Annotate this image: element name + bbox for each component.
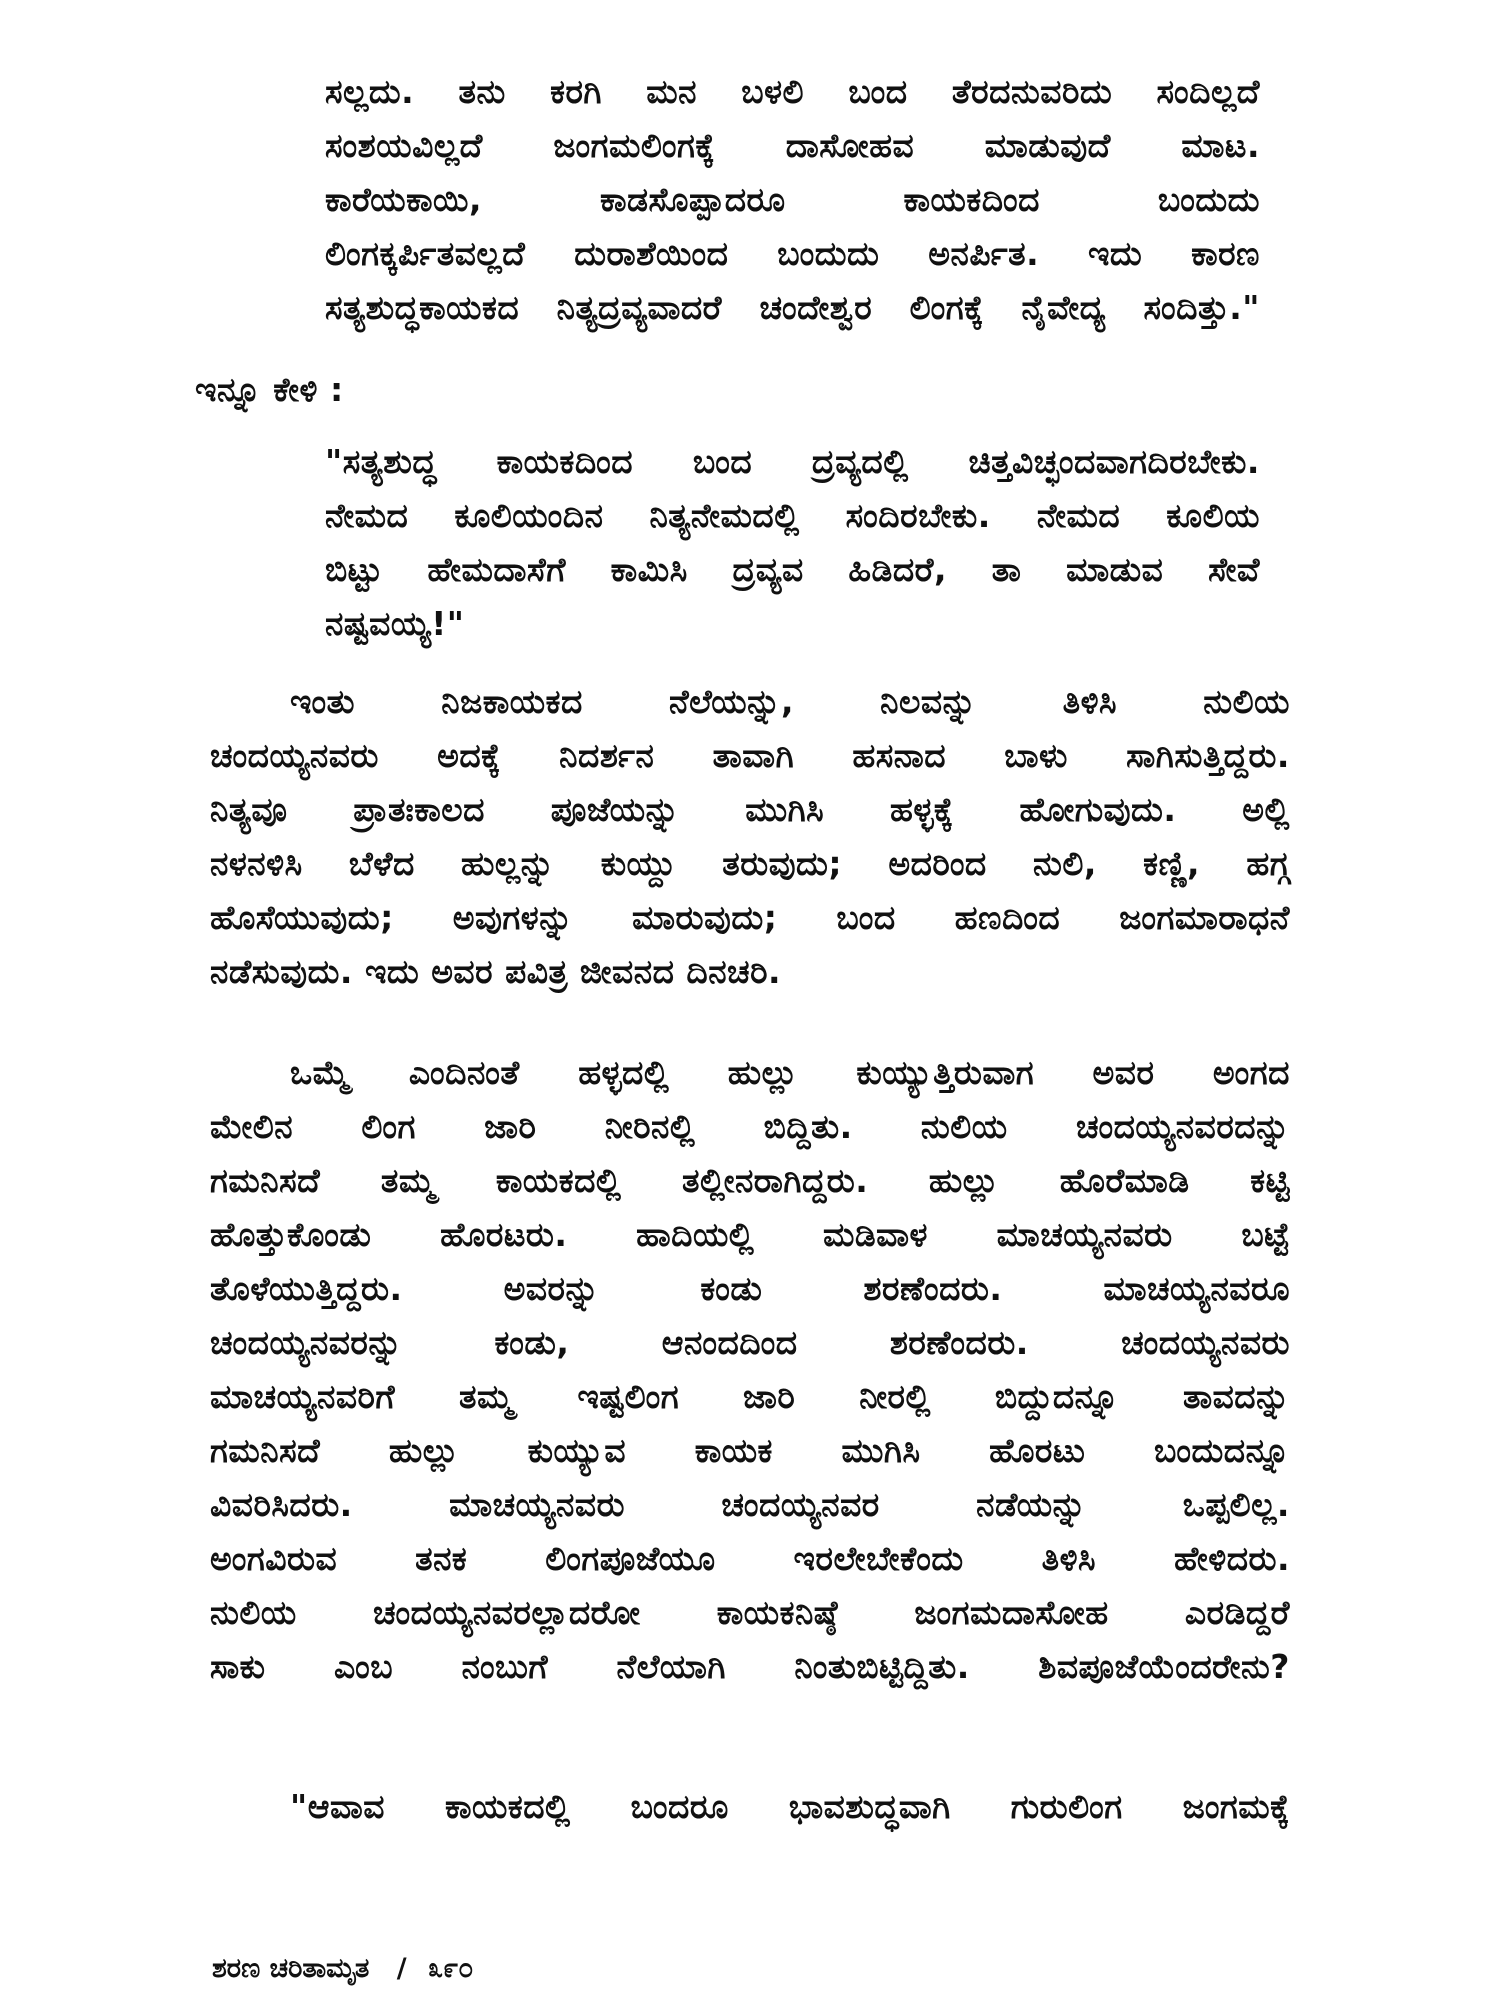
word: ಚಂದಯ್ಯನವರನ್ನು xyxy=(210,1323,403,1362)
word: ಹೇಮದಾಸೆಗೆ xyxy=(427,550,566,589)
text-line xyxy=(325,173,1260,227)
word: ಹಣದಿಂದ xyxy=(954,898,1061,937)
word: ಪೂಜೆಯನ್ನು xyxy=(550,790,680,829)
word: ಜಂಗಮದಾಸೋಹ xyxy=(914,1593,1109,1632)
word: ದ್ರವ್ಯವ xyxy=(732,550,804,589)
word: ಹೊರಟು xyxy=(989,1431,1086,1470)
word: ಚಿತ್ತವಿಚ್ಛಂದವಾಗದಿರಬೇಕು. xyxy=(968,442,1260,481)
word: ಮುಗಿಸಿ xyxy=(745,790,825,829)
word: ಗುರುಲಿಂಗ xyxy=(1010,1787,1123,1826)
text-line xyxy=(325,489,1260,543)
text-line xyxy=(210,1640,1290,1694)
word: ಹೊಸೆಯುವುದು; xyxy=(210,898,394,937)
text-line xyxy=(325,65,1260,119)
word: ಮಾರುವುದು; xyxy=(632,898,778,937)
footer-separator: / xyxy=(396,1953,407,1984)
word: ಅವುಗಳನ್ನು xyxy=(452,898,573,937)
word: ಅಂಗವಿರುವ xyxy=(210,1539,338,1578)
word: ಜಂಗಮಕ್ಕೆ xyxy=(1182,1787,1290,1826)
word: ಕಾಯಕನಿಷ್ಠೆ xyxy=(716,1593,839,1632)
word: ಬಂದುದನ್ನೂ xyxy=(1154,1431,1290,1470)
word: ತರುವುದು; xyxy=(722,844,843,883)
word: ಅವರ xyxy=(1092,1053,1155,1092)
word: ಕುಯ್ಯುತ್ತಿರುವಾಗ xyxy=(856,1053,1035,1092)
word: ಬಂದ xyxy=(836,898,896,937)
word: ನಿಲವನ್ನು xyxy=(880,682,977,721)
word: ಕಟ್ಟಿ xyxy=(1250,1161,1290,1200)
word: ಹಾದಿಯಲ್ಲಿ xyxy=(636,1215,755,1254)
word: ನಂಬುಗೆ xyxy=(461,1647,549,1686)
word: ದಾಸೋಹವ xyxy=(785,126,915,165)
word: ಶರಣೆಂದರು. xyxy=(889,1323,1029,1362)
word: ನೇಮದ xyxy=(1036,496,1121,535)
word: ಕೂಲಿಯ xyxy=(1166,496,1260,535)
word: ಅದರಿಂದ xyxy=(888,844,987,883)
word: ಬಿದ್ದಿತು. xyxy=(763,1107,853,1146)
quote-block-3 xyxy=(290,1780,1290,1834)
word: ಬೆಳೆದ xyxy=(348,844,415,883)
word: ಸಂದಿರಬೇಕು. xyxy=(845,496,991,535)
word: ಬಂದುದು xyxy=(777,234,880,273)
text-line xyxy=(210,1208,1290,1262)
word: "ಆವಾವ xyxy=(290,1787,385,1826)
text-line xyxy=(210,675,1290,729)
text-line xyxy=(325,281,1260,335)
word: ತೊಳೆಯುತ್ತಿದ್ದರು. xyxy=(210,1269,403,1308)
word: ಕಣ್ಣಿ, xyxy=(1143,844,1201,883)
word: ಮಾಚಯ್ಯನವರಿಗೆ xyxy=(210,1377,396,1416)
word: ಜಾರಿ xyxy=(484,1107,537,1146)
word: ಒಮ್ಮೆ xyxy=(290,1053,351,1092)
word: ಶಿವಪೂಜೆಯೆಂದರೇನು? xyxy=(1038,1647,1290,1686)
word: ಬಾಳು xyxy=(1004,736,1068,775)
word: ನುಲಿ, xyxy=(1033,844,1097,883)
word: ವಿವರಿಸಿದರು. xyxy=(210,1485,353,1524)
word: ನೀರಲ್ಲಿ xyxy=(859,1377,931,1416)
word: ನಡೆಯನ್ನು xyxy=(976,1485,1087,1524)
word: ಬಟ್ಟೆ xyxy=(1241,1215,1290,1254)
page-number: ೩೯೦ xyxy=(428,1953,474,1984)
text-line xyxy=(325,435,1260,489)
word: ಕುಯ್ದು xyxy=(600,844,676,883)
word: ಬಂದುದು xyxy=(1157,180,1260,219)
word: ಹಸನಾದ xyxy=(852,736,947,775)
word: ಇಂತು xyxy=(290,682,356,721)
text-line: ನಡೆಸುವುದು. ಇದು ಅವರ ಪವಿತ್ರ ಜೀವನದ ದಿನಚರಿ. xyxy=(210,952,782,991)
word: ಲಿಂಗಕ್ಕೆ xyxy=(909,288,984,327)
word: ಲಿಂಗ xyxy=(361,1107,416,1146)
word: ಇಷ್ಟಲಿಂಗ xyxy=(577,1377,680,1416)
page-footer xyxy=(212,1949,473,1989)
word: ಬಂದ xyxy=(848,72,908,111)
word: ತಲ್ಲೀನರಾಗಿದ್ದರು. xyxy=(682,1161,869,1200)
word: ಬಂದರೂ xyxy=(630,1787,729,1826)
word: ಲಿಂಗಪೂಜೆಯೂ xyxy=(545,1539,716,1578)
word: ತಾ xyxy=(991,550,1022,589)
word: ಶರಣೆಂದರು. xyxy=(863,1269,1003,1308)
word: ಹಳ್ಳದಲ್ಲಿ xyxy=(578,1053,670,1092)
word: ಅಲ್ಲಿ xyxy=(1242,790,1290,829)
word: ಕಾಯಕದಿಂದ xyxy=(903,180,1040,219)
word: ಮಾಡುವ xyxy=(1066,550,1164,589)
word: ನಳನಳಿಸಿ xyxy=(210,844,303,883)
word: ಸಂದಿತ್ತು." xyxy=(1143,288,1260,327)
text-line xyxy=(290,1780,1290,1834)
word: ಇದು xyxy=(1087,234,1143,273)
word: ಮುಗಿಸಿ xyxy=(841,1431,921,1470)
word: ತಾವಾಗಿ xyxy=(712,736,795,775)
book-title: ಶರಣ ಚರಿತಾಮೃತ xyxy=(212,1953,370,1984)
word: ಚಂದಯ್ಯನವರು xyxy=(210,736,379,775)
word: ಹುಲ್ಲು xyxy=(388,1431,460,1470)
word: ನಿಂತುಬಿಟ್ಟಿದ್ದಿತು. xyxy=(794,1647,970,1686)
word: ಇರಲೇಬೇಕೆಂದು xyxy=(793,1539,964,1578)
word: ನೆಲೆಯನ್ನು, xyxy=(668,682,794,721)
word: ಬಿಟ್ಟು xyxy=(325,550,383,589)
word: ಹಗ್ಗ xyxy=(1246,844,1290,883)
text-line xyxy=(325,227,1260,281)
word: ಕಂಡು xyxy=(700,1269,763,1308)
word: ಅವರನ್ನು xyxy=(503,1269,600,1308)
word: ಪ್ರಾತಃಕಾಲದ xyxy=(353,790,485,829)
word: ತನಕ xyxy=(415,1539,468,1578)
word: ಅಂಗದ xyxy=(1212,1053,1290,1092)
word: ನಿತ್ಯವೂ xyxy=(210,790,288,829)
word: ಬಂದ xyxy=(692,442,753,481)
text-line xyxy=(210,1046,1290,1100)
text-line xyxy=(210,1424,1290,1478)
word: ಲಿಂಗಕ್ಕರ್ಪಿತವಲ್ಲದೆ xyxy=(325,234,526,273)
word: ಜಾರಿ xyxy=(743,1377,796,1416)
word: ಆನಂದದಿಂದ xyxy=(661,1323,798,1362)
word: ನಿತ್ಯದ್ರವ್ಯವಾದರೆ xyxy=(556,288,722,327)
text-line xyxy=(210,1586,1290,1640)
text-line xyxy=(210,1370,1290,1424)
word: ಹುಲ್ಲನ್ನು xyxy=(461,844,555,883)
word: ನೇಮದ xyxy=(325,496,409,535)
word: ಕಾಯಕದಿಂದ xyxy=(496,442,634,481)
word: ಅನರ್ಪಿತ. xyxy=(928,234,1040,273)
word: ತಮ್ಮ xyxy=(380,1161,436,1200)
text-line xyxy=(210,1316,1290,1370)
word: ನುಲಿಯ xyxy=(1203,682,1290,721)
text-line xyxy=(210,1154,1290,1208)
word: ಕೂಲಿಯಂದಿನ xyxy=(454,496,604,535)
word: ಕಾಯಕ xyxy=(694,1431,773,1470)
word: ಚಂದಯ್ಯನವರಲ್ಲಾದರೋ xyxy=(373,1593,641,1632)
word: ಎಂದಿನಂತೆ xyxy=(408,1053,520,1092)
text-line xyxy=(210,837,1290,891)
word: ತಮ್ಮ xyxy=(459,1377,514,1416)
word: ಕಾಯಕದಲ್ಲಿ xyxy=(445,1787,571,1826)
word: ಮನ xyxy=(646,72,697,111)
word: ನಿದರ್ಶನ xyxy=(559,736,655,775)
word: ಚಂದೇಶ್ವರ xyxy=(759,288,873,327)
word: ಮಾಚಯ್ಯನವರೂ xyxy=(1103,1269,1290,1308)
word: ಹಿಡಿದರೆ, xyxy=(848,550,947,589)
word: ಚಂದಯ್ಯನವರ xyxy=(721,1485,880,1524)
word: "ಸತ್ಯಶುದ್ಧ xyxy=(325,442,437,481)
word: ಕಾಡಸೊಪ್ಪಾದರೂ xyxy=(599,180,786,219)
word: ತಾವದನ್ನು xyxy=(1182,1377,1290,1416)
word: ಮಾಚಯ್ಯನವರು xyxy=(449,1485,626,1524)
word: ಹೊರಟರು. xyxy=(440,1215,568,1254)
word: ಕಾಮಿಸಿ xyxy=(610,550,688,589)
word: ತೆರದನುವರಿದು xyxy=(951,72,1113,111)
text-line: ನಷ್ಟವಯ್ಯ!" xyxy=(325,604,465,643)
word: ಭಾವಶುದ್ಧವಾಗಿ xyxy=(788,1787,951,1826)
text-line xyxy=(210,1100,1290,1154)
word: ಕರಗಿ xyxy=(550,72,602,111)
word: ಸಾಕು xyxy=(210,1647,266,1686)
word: ತಿಳಿಸಿ xyxy=(1062,682,1118,721)
word: ಕಾರಣ xyxy=(1191,234,1260,273)
word: ಎರಡಿದ್ದರೆ xyxy=(1184,1593,1290,1632)
word: ಕಂಡು, xyxy=(494,1323,570,1362)
word: ಬಳಲಿ xyxy=(741,72,805,111)
word: ಕಾಯಕದಲ್ಲಿ xyxy=(495,1161,622,1200)
word: ಮಾಚಯ್ಯನವರು xyxy=(996,1215,1173,1254)
word: ನಿಜಕಾಯಕದ xyxy=(441,682,583,721)
word: ಚಂದಯ್ಯನವರು xyxy=(1121,1323,1290,1362)
text-line: ಇನ್ನೂ ಕೇಳಿ : xyxy=(195,370,344,409)
word: ಜಂಗಮಲಿಂಗಕ್ಕೆ xyxy=(553,126,716,165)
word: ಕುಯ್ಯುವ xyxy=(527,1431,627,1470)
word: ಸೇವೆ xyxy=(1208,550,1260,589)
word: ಸಂದಿಲ್ಲದೆ xyxy=(1156,72,1260,111)
word: ಮಾಟ. xyxy=(1181,126,1260,165)
word: ತನು xyxy=(458,72,506,111)
text-line xyxy=(210,729,1290,783)
text-line xyxy=(210,1532,1290,1586)
text-line xyxy=(210,783,1290,837)
quote-block-2 xyxy=(325,435,1260,651)
text-line xyxy=(210,1262,1290,1316)
word: ಕಾರೆಯಕಾಯಿ, xyxy=(325,180,483,219)
word: ಗಮನಿಸದೆ xyxy=(210,1431,321,1470)
word: ಜಂಗಮಾರಾಧನೆ xyxy=(1119,898,1290,937)
word: ಹುಲ್ಲು xyxy=(928,1161,1000,1200)
word: ಹೊರೆಮಾಡಿ xyxy=(1059,1161,1190,1200)
word: ಎಂಬ xyxy=(333,1647,394,1686)
word: ಹೋಗುವುದು. xyxy=(1019,790,1177,829)
word: ಮಡಿವಾಳ xyxy=(822,1215,928,1254)
word: ಸಲ್ಲದು. xyxy=(325,72,415,111)
word: ನೈವೇದ್ಯ xyxy=(1021,288,1107,327)
word: ಮೇಲಿನ xyxy=(210,1107,294,1146)
word: ನಿತ್ಯನೇಮದಲ್ಲಿ xyxy=(649,496,800,535)
word: ಅದಕ್ಕೆ xyxy=(437,736,501,775)
word: ತಿಳಿಸಿ xyxy=(1041,1539,1097,1578)
word: ಸತ್ಯಶುದ್ಧಕಾಯಕದ xyxy=(325,288,520,327)
word: ನುಲಿಯ xyxy=(210,1593,297,1632)
word: ದ್ರವ್ಯದಲ್ಲಿ xyxy=(811,442,909,481)
paragraph-2 xyxy=(210,1046,1290,1694)
word: ಹಳ್ಳಕ್ಕೆ xyxy=(890,790,954,829)
word: ಹುಲ್ಲು xyxy=(727,1053,798,1092)
text-line xyxy=(210,1478,1290,1532)
word: ಒಪ್ಪಲಿಲ್ಲ. xyxy=(1182,1485,1290,1524)
word: ಚಂದಯ್ಯನವರದನ್ನು xyxy=(1075,1107,1290,1146)
word: ನೀರಿನಲ್ಲಿ xyxy=(604,1107,696,1146)
intro-line xyxy=(195,363,695,417)
word: ಸಾಗಿಸುತ್ತಿದ್ದರು. xyxy=(1126,736,1290,775)
word: ಬಿದ್ದುದನ್ನೂ xyxy=(994,1377,1120,1416)
text-line xyxy=(210,891,1290,945)
word: ನೆಲೆಯಾಗಿ xyxy=(616,1647,726,1686)
word: ಗಮನಿಸದೆ xyxy=(210,1161,321,1200)
word: ದುರಾಶೆಯಿಂದ xyxy=(574,234,729,273)
word: ಹೇಳಿದರು. xyxy=(1174,1539,1290,1578)
word: ಮಾಡುವುದೆ xyxy=(984,126,1111,165)
word: ಸಂಶಯವಿಲ್ಲದೆ xyxy=(325,126,483,165)
text-line xyxy=(325,543,1260,597)
word: ಹೊತ್ತುಕೊಂಡು xyxy=(210,1215,372,1254)
text-line xyxy=(325,119,1260,173)
word: ನುಲಿಯ xyxy=(920,1107,1008,1146)
quote-block-1 xyxy=(325,65,1260,335)
paragraph-1 xyxy=(210,675,1290,999)
